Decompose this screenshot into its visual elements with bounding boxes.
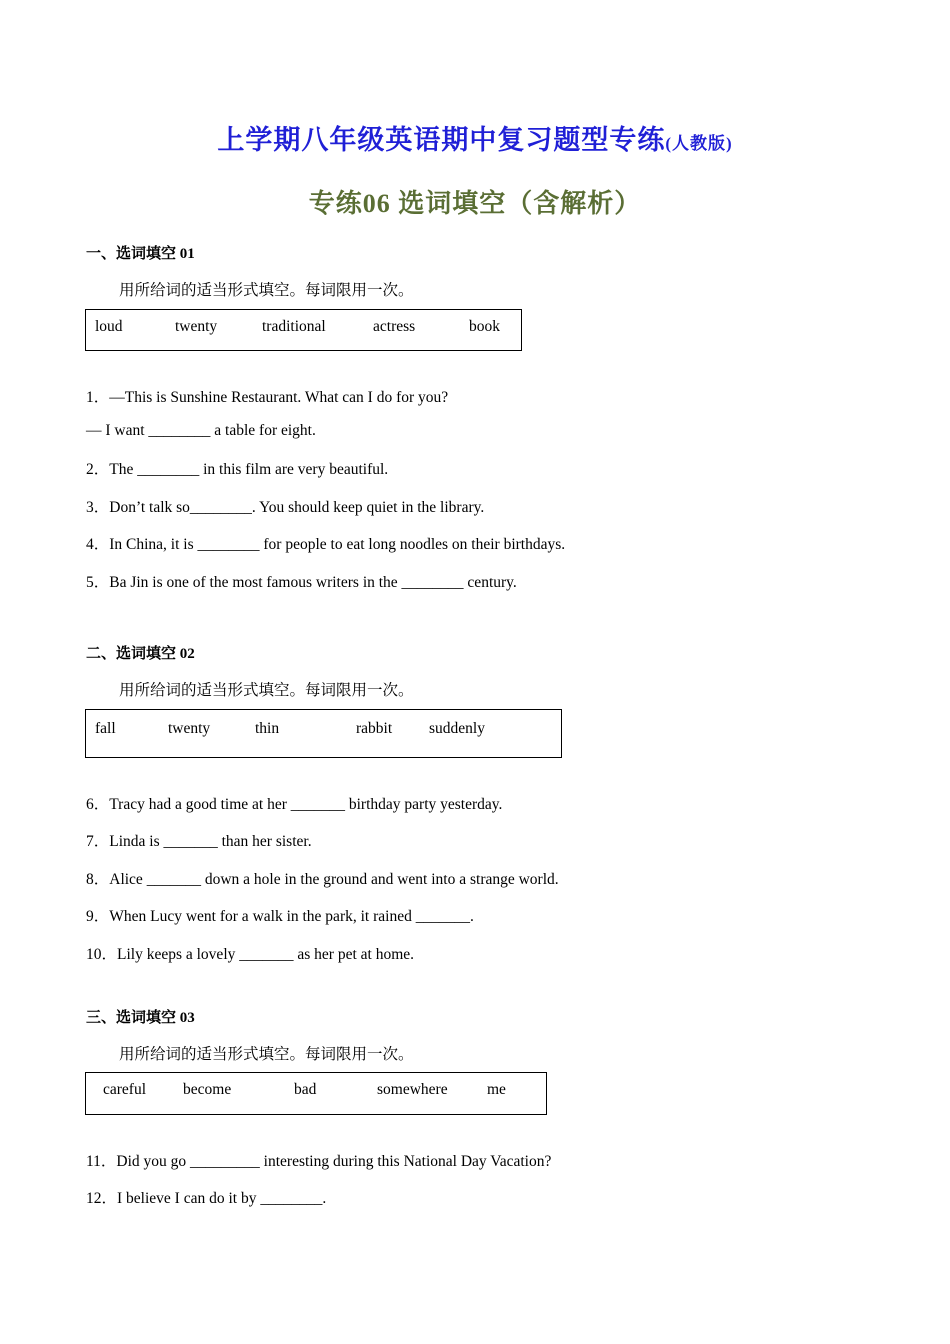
section-heading: 一、选词填空 01 [86,246,195,262]
word-bank-item: twenty [168,720,211,737]
question-line: — I want ________ a table for eight. [86,422,316,439]
question-line: 10．Lily keeps a lovely _______ as her pet at home. [86,946,415,963]
question-line: 4．In China, it is ________ for people to eat long noodles on their birthdays. [86,536,566,553]
title-edition: (人教版) [665,134,733,153]
question-line: 12．I believe I can do it by ________. [86,1190,327,1207]
question-line: 11．Did you go _________ interesting during this National Day Vacation? [86,1153,552,1170]
document-title [0,118,950,157]
word-bank-box [85,1072,547,1115]
section-heading: 二、选词填空 02 [86,646,195,662]
word-bank-item: rabbit [356,720,393,737]
section-instruction: 用所给词的适当形式填空。每词限用一次。 [119,1046,414,1063]
word-bank-item: become [183,1081,232,1098]
question-line: 2．The ________ in this film are very beautiful. [86,461,389,478]
document-subtitle: 专练06 选词填空（含解析） [308,189,642,218]
word-bank-box [85,309,522,351]
word-bank-item: actress [373,318,416,335]
title-main: 上学期八年级英语期中复习题型专练 [217,125,666,155]
word-bank-item: thin [255,720,280,737]
question-line: 1．—This is Sunshine Restaurant. What can I do for you? [86,389,449,406]
question-line: 3．Don’t talk so________. You should keep quiet in the library. [86,499,485,516]
section-instruction: 用所给词的适当形式填空。每词限用一次。 [119,282,414,299]
word-bank-item: me [487,1081,506,1098]
word-bank-item: twenty [175,318,218,335]
question-line: 9．When Lucy went for a walk in the park, it rained _______. [86,908,474,925]
word-bank-item: careful [103,1081,147,1098]
question-line: 8．Alice _______ down a hole in the ground and went into a strange world. [86,871,559,888]
word-bank-item: traditional [262,318,326,335]
section-heading: 三、选词填空 03 [86,1010,195,1026]
word-bank-item: fall [95,720,116,737]
word-bank-item: somewhere [377,1081,448,1098]
word-bank-item: suddenly [429,720,485,737]
question-line: 5．Ba Jin is one of the most famous writers in the ________ century. [86,574,517,591]
section-instruction: 用所给词的适当形式填空。每词限用一次。 [119,682,414,699]
question-line: 6．Tracy had a good time at her _______ birthday party yesterday. [86,796,503,813]
word-bank-box [85,709,562,758]
question-line: 7．Linda is _______ than her sister. [86,833,312,850]
word-bank-item: loud [95,318,123,335]
word-bank-item: bad [294,1081,317,1098]
word-bank-item: book [469,318,500,335]
